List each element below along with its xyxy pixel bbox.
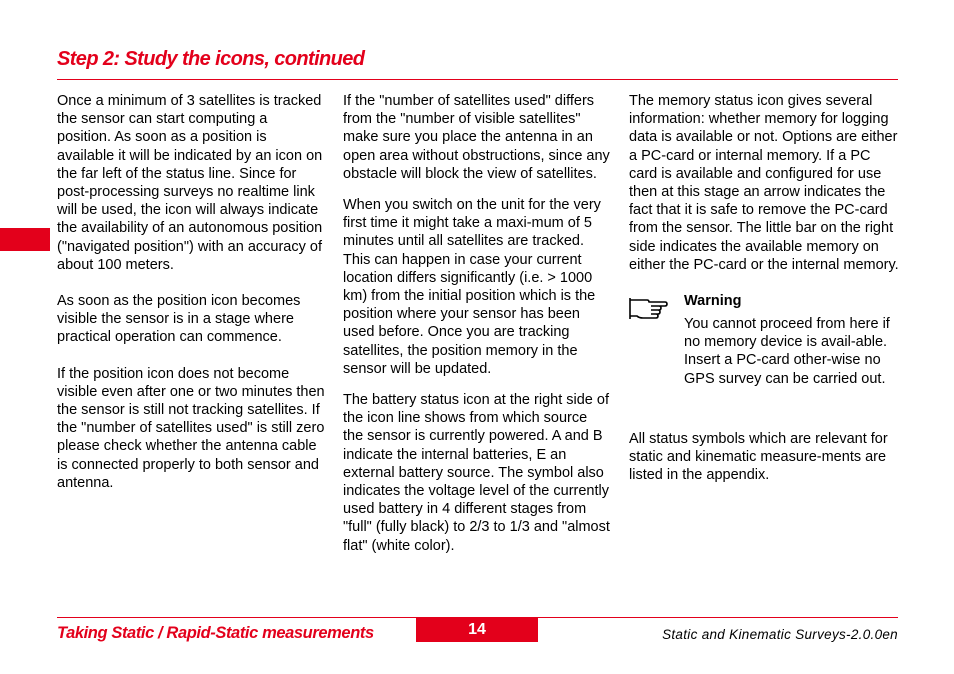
paragraph: All status symbols which are relevant for static and kinematic measure-ments are listed in the appendix. — [629, 431, 888, 484]
paragraph: If the "number of satellites used" differs from the "number of visible satellites" make sure you place the antenna in an open area without obstructions, since any obstacle will block the view of satellites. — [343, 93, 610, 182]
paragraph: As soon as the position icon becomes visible the sensor is in a stage where practical operation can commence. — [57, 293, 301, 346]
paragraph: The battery status icon at the right side of the icon line shows from which source the sensor is currently powered. A and B indicate the internal batteries, E an external battery source. The symbol also indicates the voltage level of the currently used battery in 4 different stages from "full" (fully black) to 2/3 to 1/3 and "almost flat" (white color). — [343, 392, 610, 554]
paragraph: Once a minimum of 3 satellites is tracked the sensor can start computing a position. As soon as a position is available it will be indicated by an icon on the far left of the status line. Since for post-processing surveys no realtime link will be used, the icon will always indicate the availability of an autonomous position ("navigated position") with an accuracy of about 100 meters. — [57, 93, 323, 273]
paragraph: The memory status icon gives several information: whether memory for logging data is available or not. Options are either a PC-card or internal memory. If a PC card is available and configured for use then at this stage an arrow indicates the fact that it is safe to remove the PC-card from the sensor. The little bar on the right side indicates the available memory on either the PC-card or the internal memory. — [629, 93, 899, 273]
footer-chapter-title: Taking Static / Rapid-Static measurements — [57, 624, 374, 642]
column-1 — [57, 92, 325, 510]
column-3 — [629, 92, 901, 503]
footer-document-title: Static and Kinematic Surveys-2.0.0en — [662, 627, 898, 642]
chapter-tab-marker — [0, 228, 50, 251]
warning-text: You cannot proceed from here if no memory device is avail-able. Insert a PC-card other-wise no GPS survey can be carried out. — [684, 316, 890, 387]
warning-title: Warning — [684, 293, 742, 310]
paragraph: When you switch on the unit for the very first time it might take a maxi-mum of 5 minutes until all satellites are tracked. This can happen in case your current location differs significantly (i.e. > 1000 km) from the initial position which is the position where your sensor has been used before. Once you are tracking satellites, the position memory in the sensor will be updated. — [343, 197, 601, 377]
top-rule — [57, 79, 898, 80]
page-heading: Step 2: Study the icons, continued — [57, 48, 365, 70]
column-2 — [343, 92, 611, 568]
paragraph: If the position icon does not become visible even after one or two minutes then the sensor is still not tracking satellites. If the "number of satellites used" is still zero please check whether the antenna cable is connected properly to both sensor and antenna. — [57, 365, 325, 491]
warning-box — [629, 292, 901, 412]
pointing-hand-icon — [629, 295, 669, 323]
page-number: 14 — [416, 618, 538, 642]
